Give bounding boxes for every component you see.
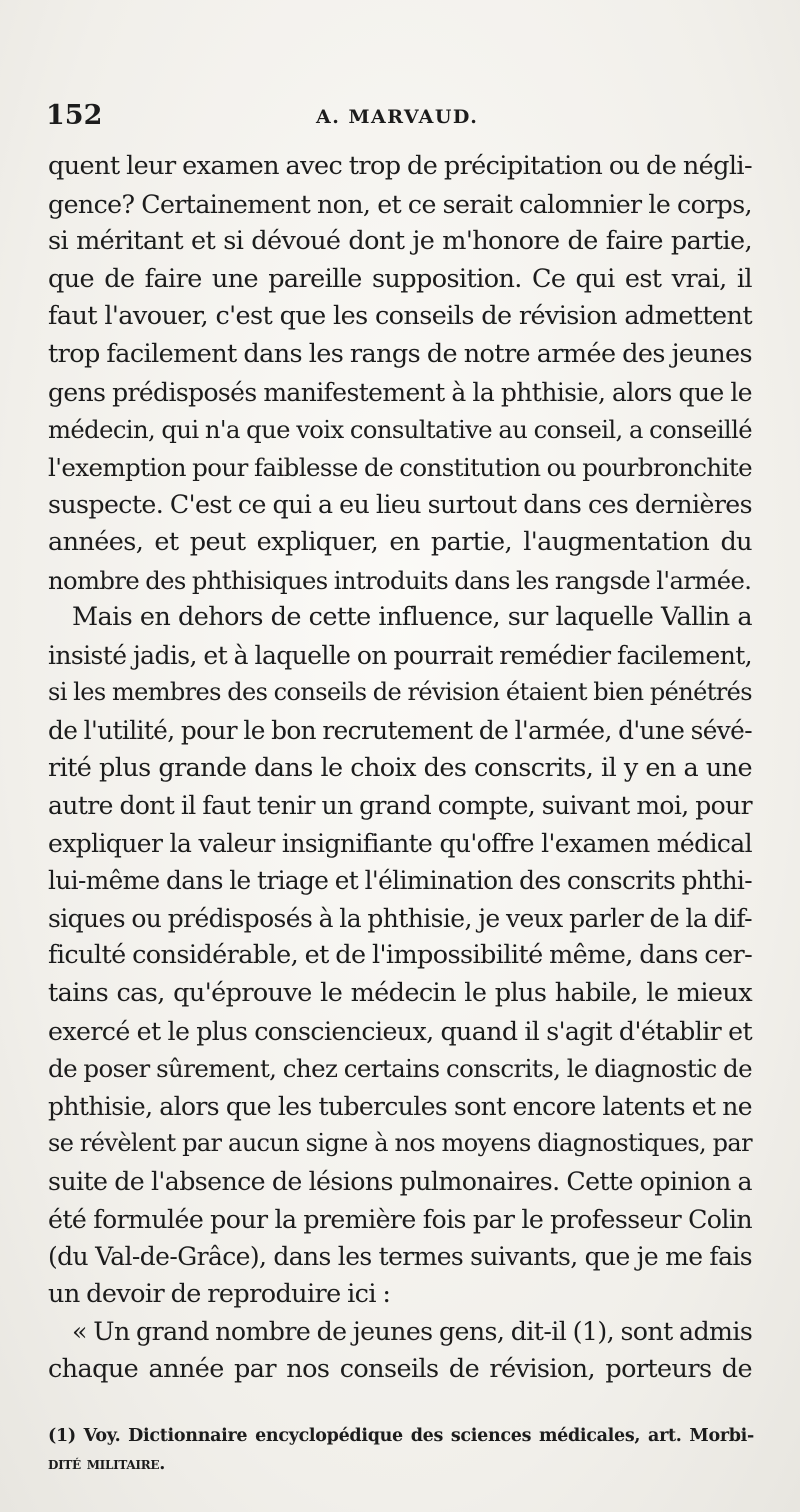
text-line: exercé et le plus consciencieux, quand il s'agit d'établir et xyxy=(48,1016,752,1046)
text-line: été formulée pour la première fois par le professeur Colin xyxy=(48,1204,752,1234)
text-line: gence? Certainement non, et ce serait calomnier le corps, xyxy=(48,189,752,219)
text-line: rité plus grande dans le choix des conscrits, il y en a une xyxy=(48,752,752,783)
text-line: suite de l'absence de lésions pulmonaires. Cette opinion a xyxy=(48,1167,752,1197)
text-line: expliquer la valeur insignifiante qu'offre l'examen médical xyxy=(48,828,752,858)
text-line: faut l'avouer, c'est que les conseils de révision admettent xyxy=(48,301,752,332)
text-line: suspecte. C'est ce qui a eu lieu surtout dans ces dernières xyxy=(48,490,752,520)
text-line: phthisie, alors que les tubercules sont encore latents et ne xyxy=(48,1091,752,1121)
text-line: de poser sûrement, chez certains conscrits, le diagnostic de xyxy=(48,1054,752,1084)
text-line: siques ou prédisposés à la phthisie, je veux parler de la dif- xyxy=(48,903,752,933)
text-line: de l'utilité, pour le bon recrutement de l'armée, d'une sévé- xyxy=(48,715,752,745)
text-line: chaque année par nos conseils de révision, porteurs de xyxy=(48,1354,752,1384)
page-header xyxy=(46,100,754,140)
text-line: médecin, qui n'a que voix consultative au conseil, a conseillé xyxy=(48,415,752,445)
page-number: 152 xyxy=(46,100,103,131)
text-line: que de faire une pareille supposition. Ce qui est vrai, il xyxy=(48,263,752,294)
text-line: (du Val-de-Grâce), dans les termes suivants, que je me fais xyxy=(48,1242,752,1272)
text-line: si méritant et si dévoué dont je m'honore de faire partie, xyxy=(48,226,752,257)
text-line: autre dont il faut tenir un grand compte, suivant moi, pour xyxy=(48,791,752,821)
text-line: insisté jadis, et à laquelle on pourrait remédier facilement, xyxy=(48,640,752,670)
text-line: lui-même dans le triage et l'élimination des conscrits phthi- xyxy=(48,866,752,896)
text-line: nombre des phthisiques introduits dans les rangsde l'armée. xyxy=(48,565,752,595)
text-line: si les membres des conseils de révision étaient bien pénétrés xyxy=(48,678,752,707)
text-line: années, et peut expliquer, en partie, l'augmentation du xyxy=(48,526,752,557)
text-line: Mais en dehors de cette influence, sur laquelle Vallin a xyxy=(72,602,752,633)
text-line: se révèlent par aucun signe à nos moyens diagnostiques, par xyxy=(48,1129,752,1158)
footnote xyxy=(48,1422,754,1478)
text-line: ficulté considérable, et de l'impossibilité même, dans cer- xyxy=(48,940,753,971)
running-head: A. MARVAUD. xyxy=(316,106,479,128)
text-line: « Un grand nombre de jeunes gens, dit-il (1), sont admis xyxy=(72,1317,753,1347)
footnote-line: dité militaire. xyxy=(48,1454,166,1474)
text-line: gens prédisposés manifestement à la phthisie, alors que le xyxy=(48,377,752,407)
footnote-line: (1) Voy. Dictionnaire encyclopédique des sciences médicales, art. Morbi- xyxy=(48,1426,754,1446)
text-line: quent leur examen avec trop de précipitation ou de négli- xyxy=(48,151,752,181)
body-text xyxy=(48,148,752,1389)
text-line: l'exemption pour faiblesse de constitution ou pourbronchite xyxy=(48,452,752,482)
text-line: trop facilement dans les rangs de notre armée des jeunes xyxy=(48,338,752,369)
text-line: tains cas, qu'éprouve le médecin le plus habile, le mieux xyxy=(48,978,752,1009)
text-line: un devoir de reproduire ici : xyxy=(48,1278,391,1309)
